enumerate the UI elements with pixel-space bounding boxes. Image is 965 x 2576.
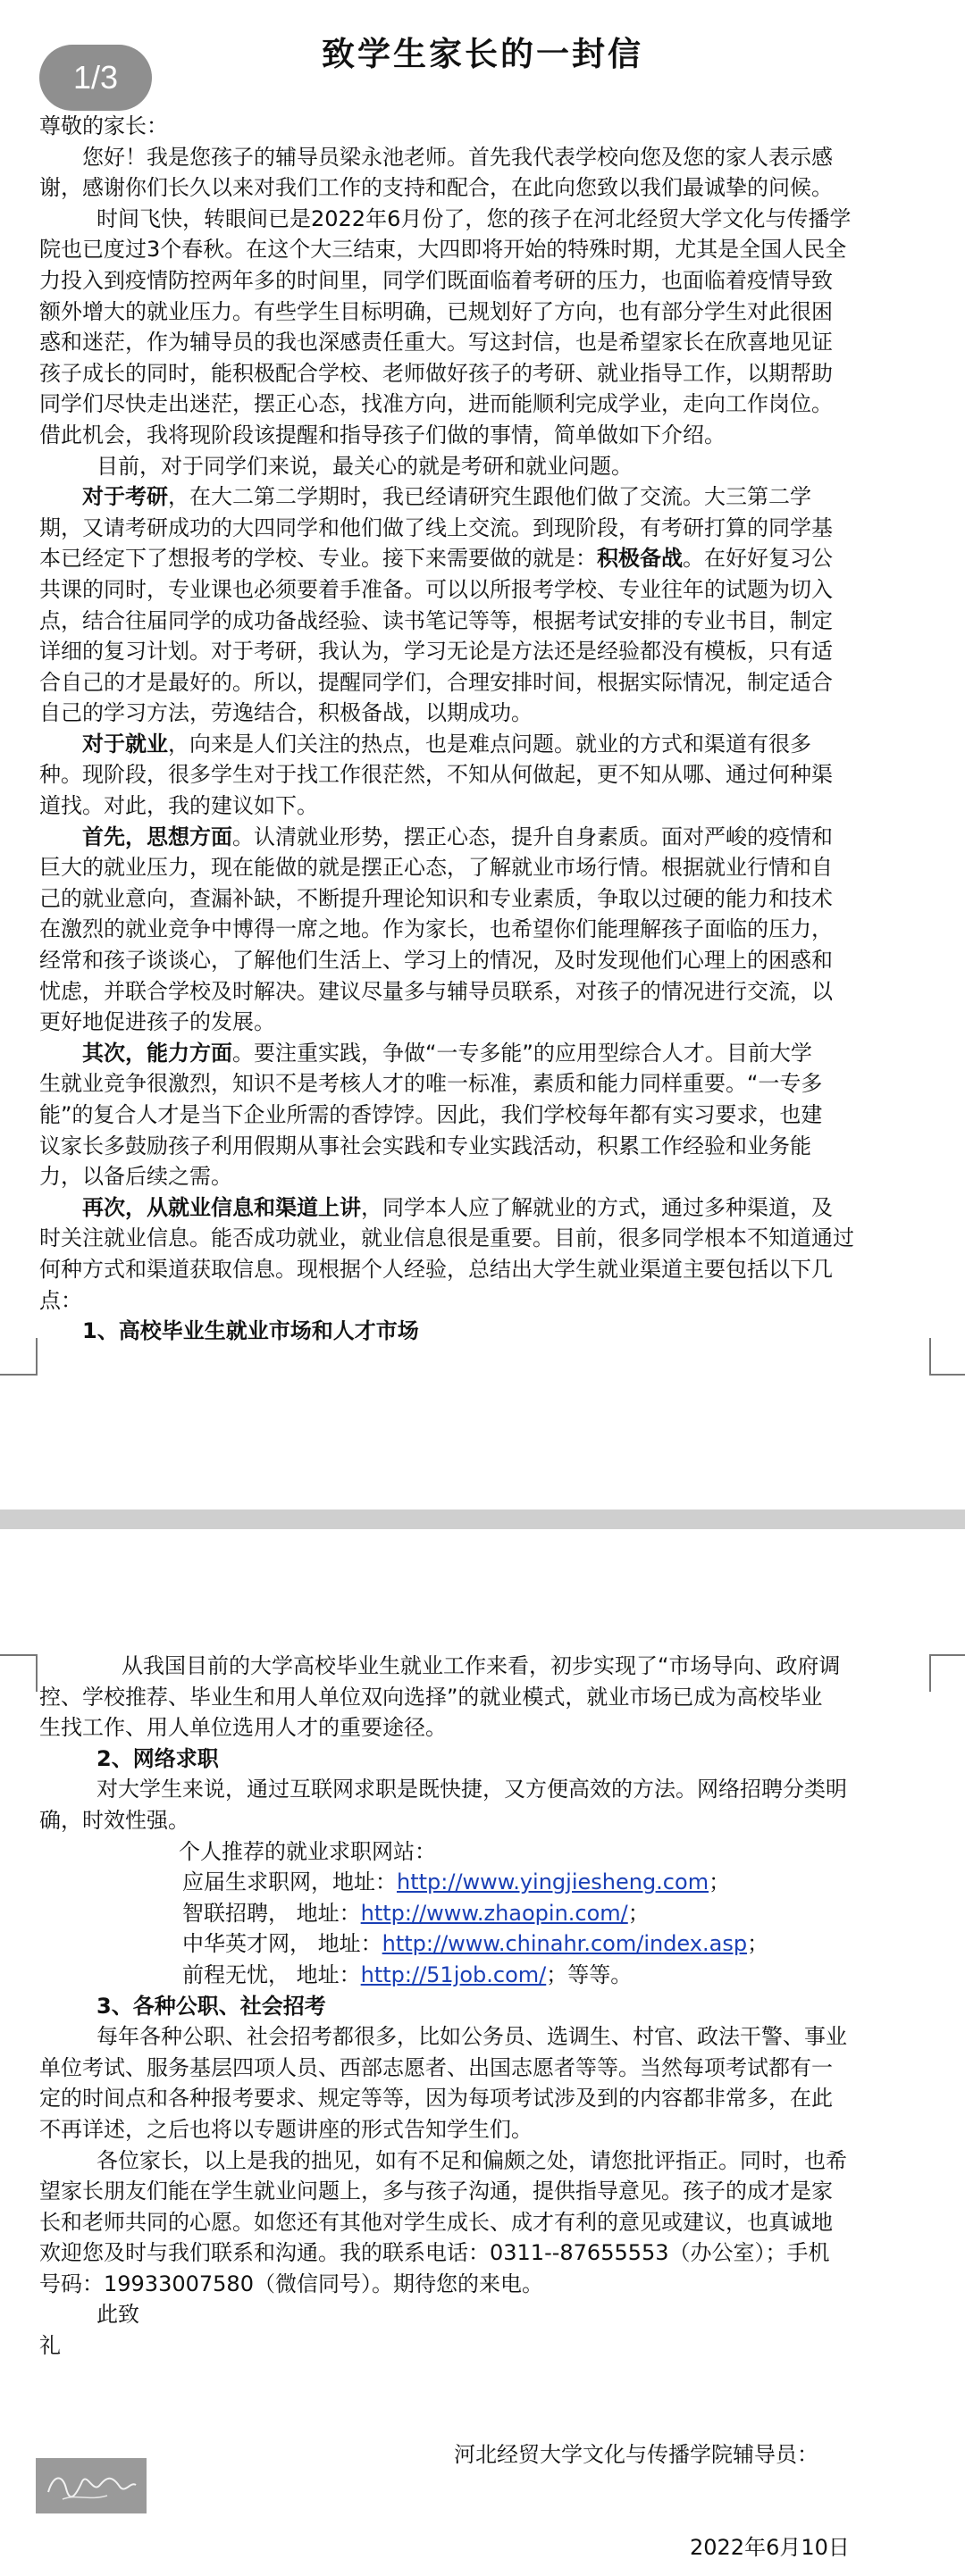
line-text: 力，以备后续之需。 bbox=[39, 1164, 232, 1190]
paragraph-line bbox=[39, 1038, 926, 1069]
line-text: 您好！我是您孩子的辅导员梁永池老师。首先我代表学校向您及您的家人表示感 bbox=[82, 144, 833, 170]
bold-emphasis-text: 积极备战 bbox=[597, 546, 683, 572]
paragraph-line bbox=[39, 1744, 926, 1775]
paragraph-line bbox=[39, 142, 926, 173]
paragraph-line bbox=[39, 1774, 926, 1805]
paragraph-line bbox=[39, 1131, 926, 1162]
line-text: 定的时间点和各种报考要求、规定等等，因为每项考试涉及到的内容都非常多，在此 bbox=[39, 2086, 833, 2112]
letter-body-page-2 bbox=[39, 1651, 926, 2362]
paragraph-line bbox=[39, 914, 926, 945]
paragraph-line bbox=[39, 327, 926, 358]
line-text: 己的就业意向，查漏补缺，不断提升理论知识和专业素质，争取以过硬的能力和技术 bbox=[39, 885, 833, 911]
paragraph-line bbox=[39, 2114, 926, 2145]
paragraph-line bbox=[39, 543, 926, 574]
bold-heading-text: 对于考研 bbox=[82, 484, 168, 510]
line-text: ，在大二第二学期时，我已经请研究生跟他们做了交流。大三第二学 bbox=[168, 484, 811, 510]
paragraph-line bbox=[39, 1805, 926, 1836]
website-link[interactable]: http://www.yingjiesheng.com bbox=[397, 1869, 709, 1895]
line-text: ，同学本人应了解就业的方式，通过多种渠道，及 bbox=[361, 1194, 833, 1220]
website-list-item bbox=[39, 1960, 926, 1991]
line-text: 道找。对此，我的建议如下。 bbox=[39, 793, 318, 819]
paragraph-line bbox=[39, 420, 926, 451]
website-link[interactable]: http://www.chinahr.com/index.asp bbox=[382, 1931, 748, 1957]
line-text: 力投入到疫情防控两年多的时间里，同学们既面临着考研的压力，也面临着疫情导致 bbox=[39, 267, 833, 293]
paragraph-line bbox=[39, 2330, 926, 2362]
line-text: 时关注就业信息。能否成功就业，就业信息很是重要。目前，很多同学根本不知道通过 bbox=[39, 1225, 854, 1251]
website-suffix: ； bbox=[709, 1869, 731, 1895]
line-text: 确，时效性强。 bbox=[39, 1807, 189, 1833]
line-text: 每年各种公职、社会招考都很多，比如公务员、选调生、村官、政法干警、事业 bbox=[96, 2024, 847, 2050]
paragraph-line bbox=[39, 698, 926, 729]
line-text: 。认清就业形势，摆正心态，提升自身素质。面对严峻的疫情和 bbox=[232, 824, 833, 849]
paragraph-line bbox=[39, 1651, 926, 1682]
paragraph-line bbox=[39, 2145, 926, 2177]
bold-heading-text: 其次，能力方面 bbox=[82, 1040, 232, 1066]
bold-heading-text: 3、各种公职、社会招考 bbox=[96, 1993, 326, 2019]
paragraph-line bbox=[39, 481, 926, 513]
paragraph-line bbox=[39, 636, 926, 667]
bold-heading-text: 首先，思想方面 bbox=[82, 824, 232, 849]
paragraph-line bbox=[39, 2299, 926, 2330]
line-text: 欢迎您及时与我们联系和沟通。我的联系电话：0311--87655553（办公室）；手机 bbox=[39, 2240, 830, 2266]
line-text: 点，结合往届同学的成功备战经验、读书笔记等等，根据考试安排的专业书目，制定 bbox=[39, 607, 833, 633]
handwritten-signature-image bbox=[36, 2458, 147, 2513]
paragraph-line bbox=[39, 883, 926, 915]
line-text: 礼 bbox=[39, 2333, 61, 2359]
line-text: 期，又请考研成功的大四同学和他们做了线上交流。到现阶段，有考研打算的同学基 bbox=[39, 514, 833, 540]
crop-mark bbox=[0, 1654, 38, 1692]
paragraph-line bbox=[39, 1161, 926, 1192]
website-label: 智联招聘， 地址： bbox=[182, 1900, 361, 1926]
paragraph-line bbox=[39, 1316, 926, 1347]
bold-heading-text: 再次，从就业信息和渠道上讲 bbox=[82, 1194, 361, 1220]
line-text: 号码：19933007580（微信同号）。期待您的来电。 bbox=[39, 2271, 543, 2296]
page-indicator-badge: 1/3 bbox=[39, 45, 152, 111]
paragraph-line bbox=[39, 234, 926, 265]
line-text: 从我国目前的大学高校毕业生就业工作来看，初步实现了“市场导向、政府调 bbox=[122, 1653, 841, 1678]
paragraph-line bbox=[39, 111, 926, 142]
line-text: 生找工作、用人单位选用人才的重要途径。 bbox=[39, 1715, 447, 1741]
paragraph-line bbox=[39, 451, 926, 482]
line-text: 个人推荐的就业求职网站： bbox=[179, 1838, 436, 1864]
paragraph-line bbox=[39, 358, 926, 389]
line-text: 同学们尽快走出迷茫，摆正心态，找准方向，进而能顺利完成学业，走向工作岗位。 bbox=[39, 391, 833, 417]
paragraph-line bbox=[39, 574, 926, 606]
paragraph-line bbox=[39, 297, 926, 328]
paragraph-line bbox=[39, 2053, 926, 2084]
paragraph-line bbox=[39, 759, 926, 790]
paragraph-line bbox=[39, 204, 926, 235]
letter-date: 2022年6月10日 bbox=[690, 2535, 850, 2560]
paragraph-line bbox=[39, 790, 926, 822]
line-text: 控、学校推荐、毕业生和用人单位双向选择”的就业模式，就业市场已成为高校毕业 bbox=[39, 1684, 823, 1710]
line-text: 本已经定下了想报考的学校、专业。接下来需要做的就是： bbox=[39, 546, 597, 572]
line-text: 目前，对于同学们来说，最关心的就是考研和就业问题。 bbox=[96, 453, 633, 479]
line-text: 额外增大的就业压力。有些学生目标明确，已规划好了方向，也有部分学生对此很困 bbox=[39, 298, 833, 324]
paragraph-line bbox=[39, 852, 926, 883]
paragraph-line bbox=[39, 172, 926, 204]
line-text: 种。现阶段，很多学生对于找工作很茫然，不知从何做起，更不知从哪、通过何种渠 bbox=[39, 762, 833, 788]
line-text: 孩子成长的同时，能积极配合学校、老师做好孩子的考研、就业指导工作，以期帮助 bbox=[39, 360, 833, 386]
line-text-tail: 。在好好复习公 bbox=[683, 546, 833, 572]
paragraph-line bbox=[39, 667, 926, 698]
paragraph-line bbox=[39, 606, 926, 637]
line-text: 巨大的就业压力，现在能做的就是摆正心态，了解就业市场行情。根据就业行情和自 bbox=[39, 855, 833, 881]
line-text: 自己的学习方法，劳逸结合，积极备战，以期成功。 bbox=[39, 700, 533, 726]
paragraph-line bbox=[39, 1007, 926, 1038]
website-list-item bbox=[39, 1867, 926, 1898]
bold-heading-text: 对于就业 bbox=[82, 731, 168, 757]
paragraph-line bbox=[39, 1192, 926, 1224]
paragraph-line bbox=[39, 1223, 926, 1254]
line-text: 单位考试、服务基层四项人员、西部志愿者、出国志愿者等等。当然每项考试都有一 bbox=[39, 2054, 833, 2080]
paragraph-line bbox=[39, 729, 926, 760]
crop-mark bbox=[929, 1654, 965, 1692]
paragraph-line bbox=[39, 513, 926, 544]
line-text: 经常和孩子谈谈心，了解他们生活上、学习上的情况，及时发现他们心理上的困惑和 bbox=[39, 948, 833, 974]
line-text: 望家长朋友们能在学生就业问题上，多与孩子沟通，提供指导意见。孩子的成才是家 bbox=[39, 2179, 833, 2204]
paragraph-line bbox=[39, 2176, 926, 2207]
website-label: 应届生求职网，地址： bbox=[182, 1869, 397, 1895]
paragraph-line bbox=[39, 1836, 926, 1868]
website-list-item bbox=[39, 1928, 926, 1960]
line-text: 详细的复习计划。对于考研，我认为，学习无论是方法还是经验都没有模板，只有适 bbox=[39, 639, 833, 665]
line-text: 惑和迷茫，作为辅导员的我也深感责任重大。写这封信，也是希望家长在欣喜地见证 bbox=[39, 330, 833, 355]
paragraph-line bbox=[39, 945, 926, 976]
signer-line: 河北经贸大学文化与传播学院辅导员： bbox=[454, 2442, 818, 2467]
line-text: 尊敬的家长： bbox=[39, 113, 168, 138]
crop-mark bbox=[929, 1338, 965, 1376]
line-text: 生就业竞争很激烈，知识不是考核人才的唯一标准，素质和能力同样重要。“一专多 bbox=[39, 1071, 823, 1097]
website-suffix: ；等等。 bbox=[546, 1961, 633, 1987]
line-text: 议家长多鼓励孩子利用假期从事社会实践和专业实践活动，积累工作经验和业务能 bbox=[39, 1133, 811, 1158]
paragraph-line bbox=[39, 976, 926, 1008]
letter-title: 致学生家长的一封信 bbox=[322, 35, 643, 73]
website-link[interactable]: http://www.zhaopin.com/ bbox=[360, 1900, 628, 1926]
paragraph-line bbox=[39, 2083, 926, 2114]
paragraph-line bbox=[39, 2021, 926, 2053]
line-text: 在激烈的就业竞争中博得一席之地。作为家长，也希望你们能理解孩子面临的压力， bbox=[39, 916, 833, 942]
line-text: 不再详述，之后也将以专题讲座的形式告知学生们。 bbox=[39, 2116, 533, 2142]
website-label: 中华英才网， 地址： bbox=[182, 1931, 382, 1957]
line-text: 此致 bbox=[96, 2302, 139, 2328]
website-suffix: ； bbox=[627, 1900, 650, 1926]
website-suffix: ； bbox=[747, 1931, 769, 1957]
website-label: 前程无忧， 地址： bbox=[182, 1961, 361, 1987]
paragraph-line bbox=[39, 1254, 926, 1285]
line-text: 长和老师共同的心愿。如您还有其他对学生成长、成才有利的意见或建议，也真诚地 bbox=[39, 2209, 833, 2235]
paragraph-line bbox=[39, 1068, 926, 1100]
line-text: 能”的复合人才是当下企业所需的香饽饽。因此，我们学校每年都有实习要求，也建 bbox=[39, 1102, 823, 1127]
line-text: 院也已度过3个春秋。在这个大三结束，大四即将开始的特殊时期，尤其是全国人民全 bbox=[39, 237, 847, 263]
line-text: ，向来是人们关注的热点，也是难点问题。就业的方式和渠道有很多 bbox=[168, 731, 811, 757]
page-gap bbox=[0, 1510, 965, 1529]
paragraph-line bbox=[39, 2237, 926, 2269]
line-text: 时间飞快，转眼间已是2022年6月份了，您的孩子在河北经贸大学文化与传播学 bbox=[96, 205, 852, 231]
line-text: 共课的同时，专业课也必须要着手准备。可以以所报考学校、专业往年的试题为切入 bbox=[39, 576, 833, 602]
line-text: 何种方式和渠道获取信息。现根据个人经验，总结出大学生就业渠道主要包括以下几 bbox=[39, 1256, 833, 1282]
paragraph-line bbox=[39, 389, 926, 420]
line-text: 更好地促进孩子的发展。 bbox=[39, 1009, 275, 1035]
paragraph-line bbox=[39, 1682, 926, 1713]
line-text: 点： bbox=[39, 1287, 82, 1313]
paragraph-line bbox=[39, 822, 926, 853]
line-text: 。要注重实践，争做“一专多能”的应用型综合人才。目前大学 bbox=[232, 1040, 812, 1066]
line-text: 合自己的才是最好的。所以，提醒同学们，合理安排时间，根据实际情况，制定适合 bbox=[39, 669, 833, 695]
paragraph-line bbox=[39, 2269, 926, 2300]
crop-mark bbox=[0, 1338, 38, 1376]
website-link[interactable]: http://51job.com/ bbox=[360, 1961, 547, 1987]
line-text: 借此机会，我将现阶段该提醒和指导孩子们做的事情，简单做如下介绍。 bbox=[39, 422, 726, 447]
letter-body-page-1 bbox=[39, 111, 926, 1347]
line-text: 谢，感谢你们长久以来对我们工作的支持和配合，在此向您致以我们最诚挚的问候。 bbox=[39, 175, 833, 201]
bold-heading-text: 2、网络求职 bbox=[96, 1745, 219, 1771]
line-text: 忧虑，并联合学校及时解决。建议尽量多与辅导员联系，对孩子的情况进行交流，以 bbox=[39, 978, 833, 1004]
paragraph-line bbox=[39, 1991, 926, 2022]
bold-heading-text: 1、高校毕业生就业市场和人才市场 bbox=[82, 1318, 419, 1344]
line-text: 各位家长，以上是我的拙见，如有不足和偏颇之处，请您批评指正。同时，也希 bbox=[96, 2147, 847, 2173]
paragraph-line bbox=[39, 1285, 926, 1317]
line-text: 对大学生来说，通过互联网求职是既快捷，又方便高效的方法。网络招聘分类明 bbox=[96, 1777, 847, 1802]
website-list-item bbox=[39, 1898, 926, 1929]
paragraph-line bbox=[39, 1100, 926, 1131]
paragraph-line bbox=[39, 265, 926, 297]
paragraph-line bbox=[39, 2207, 926, 2238]
paragraph-line bbox=[39, 1712, 926, 1744]
